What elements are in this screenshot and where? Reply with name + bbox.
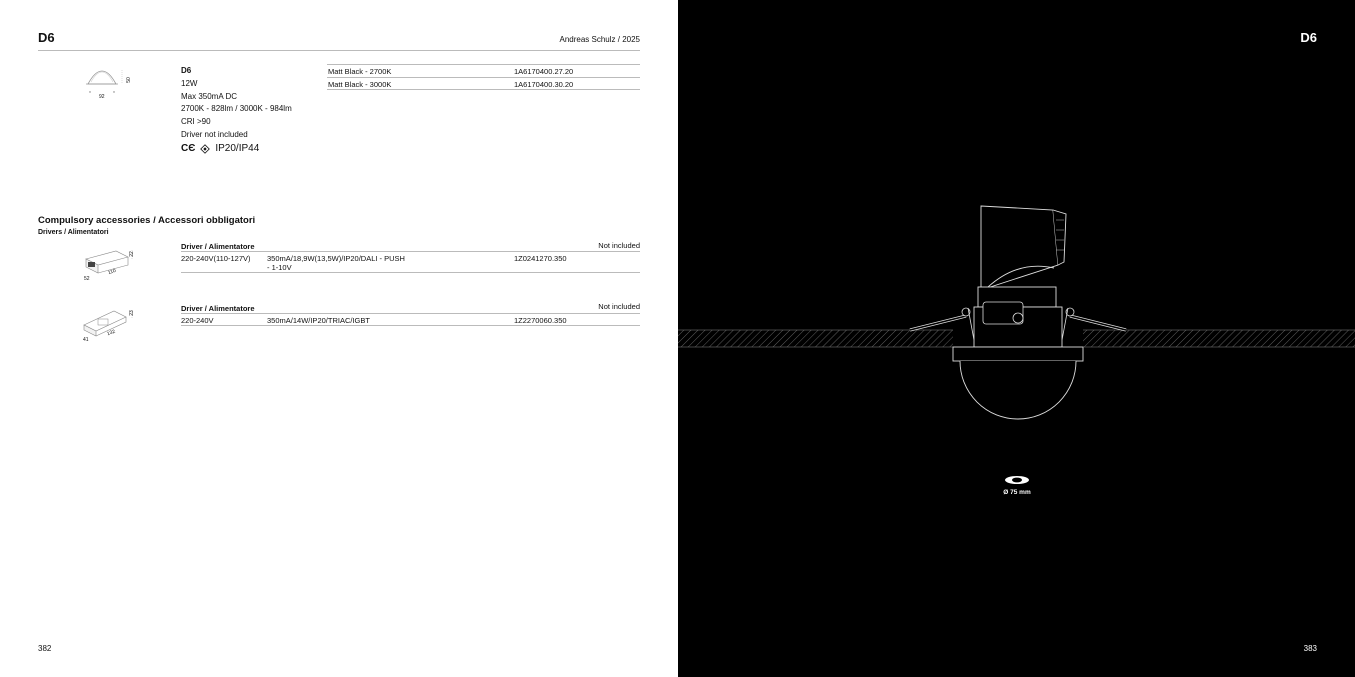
driver-2-dim-h: 23: [128, 310, 135, 316]
driver-1-voltage: 220-240V(110-127V): [181, 254, 251, 263]
variant-code: 1A6170400.30.20: [514, 80, 574, 89]
variants-rule-bottom: [327, 89, 640, 90]
accessories-subtitle: Drivers / Alimentatori: [38, 229, 109, 236]
page-title: D6: [1300, 30, 1317, 45]
dim-width: 92: [99, 94, 105, 100]
class-diamond-icon: [200, 144, 210, 154]
spec-lumen: 2700K - 828lm / 3000K - 984lm: [181, 104, 292, 114]
driver-2-dim-l: 132: [106, 328, 117, 338]
variants-rule-top: [327, 64, 640, 65]
variant-code: 1A6170400.27.20: [514, 67, 574, 76]
variants-rule-mid: [327, 77, 640, 78]
driver-2-header: Driver / Alimentatore: [181, 304, 255, 313]
driver-1-header: Driver / Alimentatore: [181, 242, 255, 251]
variant-finish: Matt Black - 2700K: [328, 67, 392, 76]
driver-2-voltage: 220-240V: [181, 316, 214, 325]
author-credit: Andreas Schulz / 2025: [559, 35, 640, 44]
driver-1-note: Not included: [598, 241, 640, 250]
ce-mark-icon: C​Є: [181, 142, 196, 154]
driver-1-dim-w: 52: [84, 276, 90, 282]
driver-2-rule-bottom: [181, 325, 640, 326]
spec-driver: Driver not included: [181, 129, 248, 139]
driver-1-dim-h: 22: [128, 251, 135, 257]
page-number: 382: [38, 644, 52, 653]
driver-2-dim-w: 41: [83, 337, 89, 343]
accessories-title: Compulsory accessories / Accessori obbligatori: [38, 215, 256, 226]
variant-finish: Matt Black - 3000K: [328, 80, 392, 89]
ip-rating: IP20/IP44: [215, 142, 260, 154]
right-page: [678, 0, 1355, 677]
driver-1-desc-cont: - 1-10V: [267, 263, 292, 272]
header-rule: [38, 50, 640, 51]
driver-1-desc: 350mA/18,9W(13,5W)/IP20/DALI - PUSH: [267, 254, 405, 263]
recessed-cutout-icon: [1003, 474, 1031, 486]
driver-2-code: 1Z2270060.350: [514, 316, 567, 325]
dim-height: 50: [125, 77, 132, 83]
cutout-diameter: Ø 75 mm: [1003, 489, 1031, 496]
spec-current: Max 350mA DC: [181, 91, 238, 101]
installation-section-drawing: [678, 180, 1355, 440]
driver-1-rule-top: [181, 251, 640, 252]
spec-cri: CRI >90: [181, 117, 211, 127]
driver-2-desc: 350mA/14W/IP20/TRIAC/IGBT: [267, 316, 370, 325]
product-spec: [181, 65, 292, 156]
spec-name: D6: [181, 66, 192, 75]
driver-2-note: Not included: [598, 302, 640, 311]
driver-1-rule-bottom: [181, 272, 640, 273]
driver-2-rule-top: [181, 313, 640, 314]
page-number: 383: [1303, 644, 1317, 653]
driver-1-code: 1Z0241270.350: [514, 254, 567, 263]
cert-row: [181, 143, 292, 156]
driver-1-dim-l: 110: [107, 267, 117, 277]
page-title: D6: [38, 30, 55, 45]
spec-power: 12W: [181, 78, 198, 88]
